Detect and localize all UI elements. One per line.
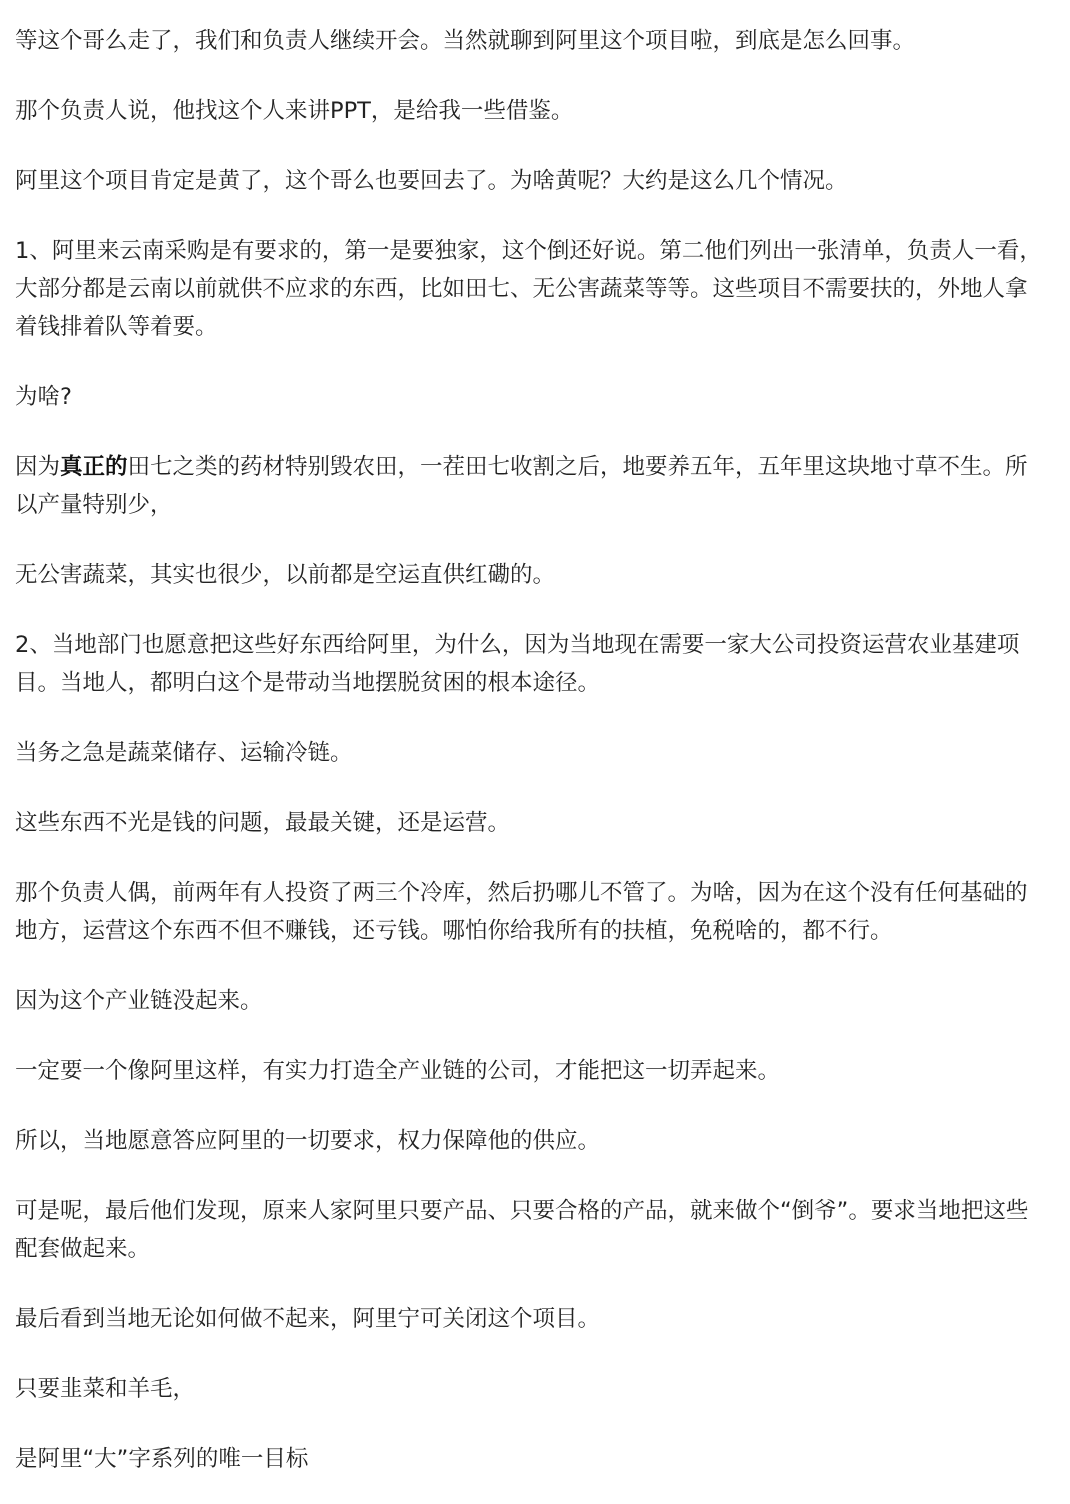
paragraph-6-rest: 田七之类的药材特别毁农田，一茬田七收割之后，地要养五年，五年里这块地寸草不生。所以产量特别少， bbox=[15, 454, 1028, 518]
paragraph-13: 一定要一个像阿里这样，有实力打造全产业链的公司，才能把这一切弄起来。 bbox=[15, 1058, 781, 1084]
paragraph-5: 为啥? bbox=[15, 384, 72, 410]
paragraph-6-lead: 因为 bbox=[15, 454, 61, 480]
article-body bbox=[15, 22, 1045, 1478]
bold-emphasis: 真正的 bbox=[60, 454, 128, 480]
paragraph-6 bbox=[15, 448, 1045, 524]
paragraph-2: 那个负责人说，他找这个人来讲PPT，是给我一些借鉴。 bbox=[15, 98, 574, 124]
paragraph-1: 等这个哥么走了，我们和负责人继续开会。当然就聊到阿里这个项目啦，到底是怎么回事。 bbox=[15, 28, 916, 54]
paragraph-3: 阿里这个项目肯定是黄了，这个哥么也要回去了。为啥黄呢？大约是这么几个情况。 bbox=[15, 168, 848, 194]
paragraph-15: 可是呢，最后他们发现，原来人家阿里只要产品、只要合格的产品，就来做个“倒爷”。要求当地把这些配套做起来。 bbox=[15, 1198, 1029, 1262]
paragraph-14: 所以，当地愿意答应阿里的一切要求，权力保障他的供应。 bbox=[15, 1128, 601, 1154]
paragraph-17: 只要韭菜和羊毛， bbox=[15, 1376, 196, 1402]
paragraph-10: 这些东西不光是钱的问题，最最关键，还是运营。 bbox=[15, 810, 511, 836]
paragraph-12: 因为这个产业链没起来。 bbox=[15, 988, 263, 1014]
paragraph-4: 1、阿里来云南采购是有要求的，第一是要独家，这个倒还好说。第二他们列出一张清单，负责人一看，大部分都是云南以前就供不应求的东西，比如田七、无公害蔬菜等等。这些项目不需要扶的，外地人拿着钱排着队等着要。 bbox=[15, 238, 1042, 340]
paragraph-9: 当务之急是蔬菜储存、运输冷链。 bbox=[15, 740, 353, 766]
paragraph-8: 2、当地部门也愿意把这些好东西给阿里，为什么，因为当地现在需要一家大公司投资运营农业基建项目。当地人，都明白这个是带动当地摆脱贫困的根本途径。 bbox=[15, 632, 1020, 696]
paragraph-18: 是阿里“大”字系列的唯一目标 bbox=[15, 1446, 309, 1472]
paragraph-16: 最后看到当地无论如何做不起来，阿里宁可关闭这个项目。 bbox=[15, 1306, 601, 1332]
paragraph-11: 那个负责人偶，前两年有人投资了两三个冷库，然后扔哪儿不管了。为啥，因为在这个没有任何基础的地方，运营这个东西不但不赚钱，还亏钱。哪怕你给我所有的扶植，免税啥的，都不行。 bbox=[15, 880, 1028, 944]
paragraph-7: 无公害蔬菜，其实也很少，以前都是空运直供红磡的。 bbox=[15, 562, 556, 588]
